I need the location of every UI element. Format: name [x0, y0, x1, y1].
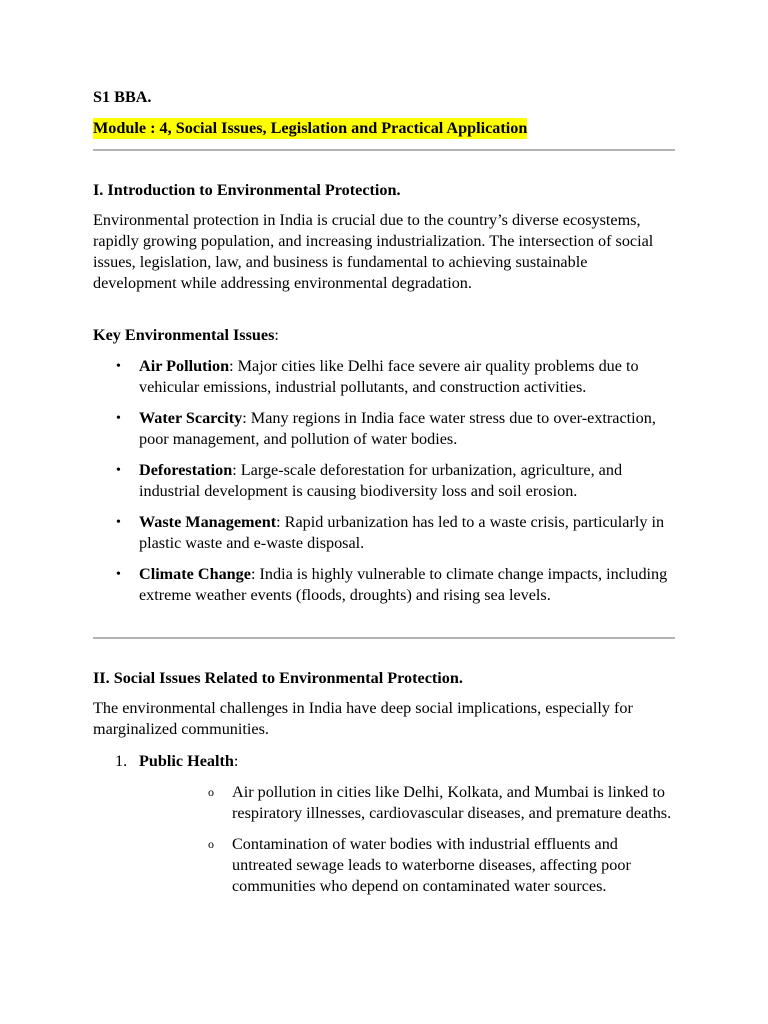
horizontal-rule: [93, 637, 675, 639]
issue-term: Waste Management: [139, 513, 277, 531]
list-item: [93, 512, 675, 554]
bullet-icon: •: [116, 515, 121, 530]
list-item: [93, 408, 675, 450]
horizontal-rule: [93, 149, 675, 151]
bullet-icon: •: [116, 567, 121, 582]
sub-list-item: [139, 782, 675, 824]
bullet-icon: •: [116, 359, 121, 374]
circle-bullet-icon: o: [208, 785, 214, 799]
section-2-intro: The environmental challenges in India have deep social implications, especially for marginalized communities.: [93, 699, 633, 738]
issue-term: Water Scarcity: [139, 409, 243, 427]
issue-text: : Many regions in India face water stress due to over-extraction, poor management, and pollution of water bodies.: [139, 409, 656, 448]
issue-term: Climate Change: [139, 565, 251, 583]
issues-list: [93, 356, 675, 616]
list-item: [93, 356, 675, 398]
issue-term: Deforestation: [139, 461, 233, 479]
section-2-heading: II. Social Issues Related to Environmental Protection.: [93, 669, 463, 687]
social-issues-list: [93, 751, 675, 907]
list-item: [93, 751, 675, 897]
key-issues-heading: [93, 325, 279, 346]
item-colon: :: [233, 752, 239, 770]
list-number: 1.: [115, 752, 128, 770]
list-item: [93, 564, 675, 606]
sub-item-text: Air pollution in cities like Delhi, Kolkata, and Mumbai is linked to respiratory illnesses, cardiovascular diseases, and premature deaths.: [232, 783, 672, 822]
key-issues-colon: :: [274, 326, 279, 344]
item-term: Public Health: [139, 752, 234, 770]
list-item: [93, 460, 675, 502]
issue-text: : India is highly vulnerable to climate change impacts, including extreme weather events (floods, droughts) and rising sea levels.: [139, 565, 668, 604]
issue-text: : Rapid urbanization has led to a waste crisis, particularly in plastic waste and e-waste disposal.: [139, 513, 665, 552]
sub-item-text: Contamination of water bodies with industrial effluents and untreated sewage leads to waterborne diseases, affecting poor communities who depend on contaminated water sources.: [232, 835, 631, 895]
section-1-heading: I. Introduction to Environmental Protection.: [93, 181, 401, 199]
issue-term: Air Pollution: [139, 357, 230, 375]
sub-list-item: [139, 834, 675, 897]
circle-bullet-icon: o: [208, 837, 214, 851]
section-1-intro: Environmental protection in India is crucial due to the country’s diverse ecosystems, rapidly growing population, and increasing industrialization. The intersection of social issues, legislation, law, and business is fundamental to achieving sustainable development while addressing environmental degradation.: [93, 211, 654, 292]
course-label: S1 BBA.: [93, 88, 152, 106]
sub-list: [139, 782, 675, 897]
module-title: Module : 4, Social Issues, Legislation and Practical Application: [93, 119, 528, 137]
issue-text: : Major cities like Delhi face severe air quality problems due to vehicular emissions, industrial pollutants, and construction activities.: [139, 357, 639, 396]
issue-text: : Large-scale deforestation for urbanization, agriculture, and industrial development is causing biodiversity loss and soil erosion.: [139, 461, 623, 500]
key-issues-label: Key Environmental Issues: [93, 326, 275, 344]
bullet-icon: •: [116, 411, 121, 426]
bullet-icon: •: [116, 463, 121, 478]
